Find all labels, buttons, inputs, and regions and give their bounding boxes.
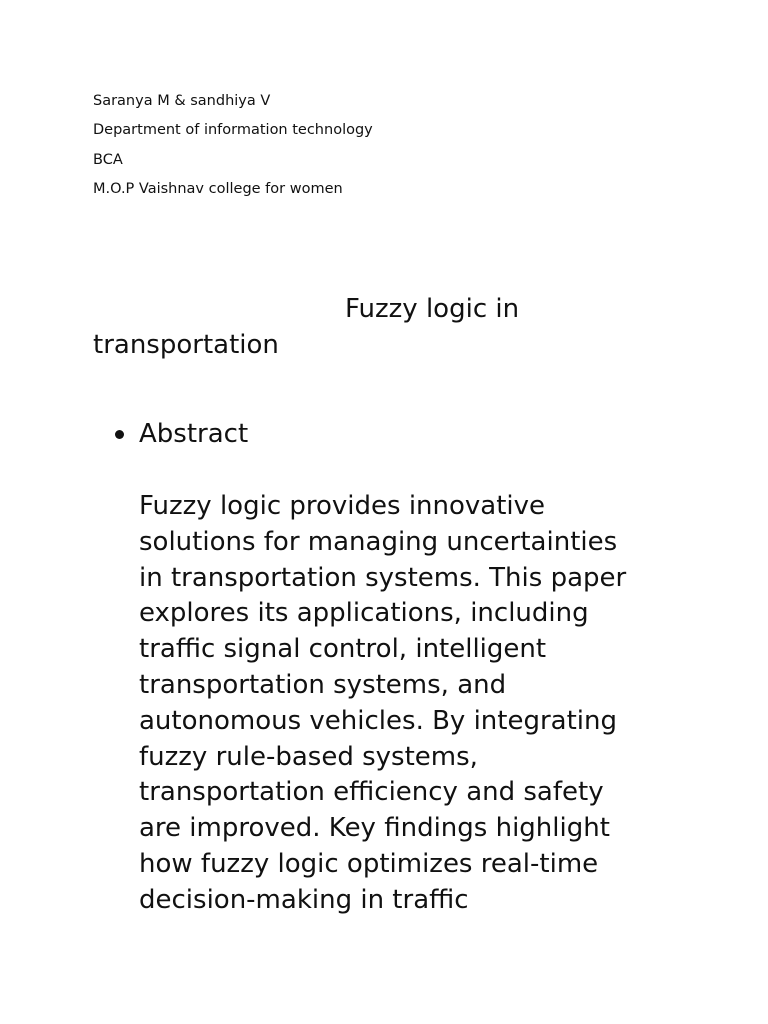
paper-title-line1: Fuzzy logic in — [345, 294, 520, 324]
abstract-line: solutions for managing uncertainties — [139, 526, 618, 557]
author-program: BCA — [93, 151, 123, 168]
abstract-line: autonomous vehicles. By integrating — [139, 705, 618, 736]
abstract-line: Fuzzy logic provides innovative — [139, 491, 546, 521]
abstract-body — [139, 489, 699, 919]
abstract-line: fuzzy rule-based systems, — [139, 741, 478, 772]
author-names: Saranya M & sandhiya V — [93, 93, 271, 109]
abstract-line: are improved. Key findings highlight — [139, 813, 610, 844]
bullet-icon — [115, 430, 124, 439]
paper-title-line2: transportation — [93, 330, 279, 360]
abstract-list-item — [93, 416, 693, 454]
abstract-line: decision-making in traffic — [139, 884, 469, 915]
abstract-line: in transportation systems. This paper — [139, 562, 627, 593]
author-department: Department of information technology — [93, 122, 373, 139]
paper-title — [93, 291, 693, 363]
abstract-line: transportation systems, and — [139, 669, 507, 700]
abstract-heading: Abstract — [139, 419, 249, 449]
abstract-section — [93, 416, 693, 454]
abstract-line: how fuzzy logic optimizes real-time — [139, 848, 599, 879]
abstract-line: explores its applications, including — [139, 598, 589, 629]
abstract-line: transportation efficiency and safety — [139, 777, 604, 808]
author-college: M.O.P Vaishnav college for women — [93, 180, 343, 197]
abstract-line: traffic signal control, intelligent — [139, 634, 547, 665]
author-block — [93, 87, 693, 204]
